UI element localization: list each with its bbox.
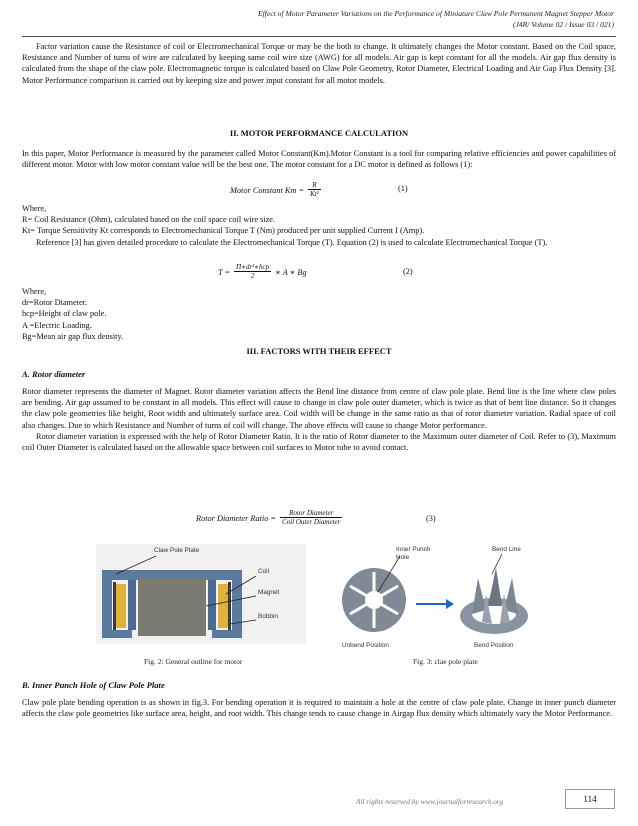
figure-2-caption: Fig. 2: General outline for motor (144, 657, 243, 666)
header-journal: (J4R/ Volume 02 / Issue 03 / 021) (512, 20, 614, 29)
subsection-a-heading: A. Rotor diameter (22, 369, 86, 379)
header-rule (22, 36, 616, 37)
label-magnet: Magnet (258, 589, 280, 596)
equation-3-number: (3) (426, 514, 436, 523)
equation-1-number: (1) (398, 184, 408, 193)
label-coil: Coil (258, 568, 270, 575)
section3-paragraph-a: Rotor diameter represents the diameter of Magnet. Rotor diameter variation affects the Bend line distance from centre of claw pole plate. Bend line is the line where claw poles are bending. Air gap assumed to be constant in all models. This effect will cause to change in claw pole outer diameter, which is twice as that of bent line distance. So it changes the claw pole geometries like height, Root width and ultimately surface area. Coil width will be change in the same ratio as that of rotor diameter variation. Radial space of coil also changes. Due to which Resistance and Number of turns of coil will change. The above effects will cause to change Motor performance. Rotor diameter variation is expressed with the help of Rotor Diameter Ratio. It is the ratio of Rotor diameter to the Maximum outer diameter of Coil. Refer to (3), Maximum coil Outer Diameter is calculated based on the allowable space between coil surfaces to Motor tube to avoid contact. (22, 387, 616, 453)
figure-2-motor-outline (96, 544, 306, 644)
footer-rights: All rights reserved by www.journalforresearch.org (356, 797, 504, 806)
section2-definitions-2: Where, dr=Rotor Diameter. hcp=Height of claw pole. A =Electric Loading. Bg=Mean air gap flux density. (22, 287, 124, 341)
equation-2: T = $\frac{\text{Π∗dr²∗hcp}}{2}$ ∗ A ∗ Bg (218, 262, 307, 280)
intro-paragraph: Factor variation cause the Resistance of coil or Electromechanical Torque or may be the both to change. It ultimately changes the Motor constant. Based on the Coil space, Resistance and Number of turns of wire are calculated by keeping same coil wire size (AWG) for all models. Air gap is kept constant for all the models. Air gap flux density is calculated from the shape of the claw pole. Electromagnetic torque is calculated based on Claw Pole Geometry, Rotor Diameter, Electrical Loading and Air Gap Flux Density [3]. Motor Performance comparison is carried out by keeping size and power input constant for all motor models. (22, 42, 616, 85)
label-unbend-position: Unbend Position (342, 642, 389, 649)
label-bend-line: Bend Line (492, 546, 521, 553)
section-heading-2: II. MOTOR PERFORMANCE CALCULATION (229, 128, 409, 138)
section-b-paragraph: Claw pole plate bending operation is as shown in fig.3. For bending operation it is required to maintain a hole at the centre of claw pole plate. Change in inner punch diameter affects the claw pole geometries like surface area, height, and root width. This change tends to cause change in Airgap flux density which ultimately vary the Motor Performance. (22, 698, 616, 719)
label-claw-pole-plate: Claw Pole Plate (154, 547, 200, 554)
label-inner-punch-hole: Inner Punch Hole (396, 546, 431, 561)
page-number: 114 (565, 789, 615, 809)
label-bend-position: Bend Position (474, 642, 514, 649)
section-heading-3: III. FACTORS WITH THEIR EFFECT (246, 346, 392, 356)
figure-3-caption: Fig. 3: clae pole plate (413, 657, 478, 666)
figure-3-claw-pole-plate (334, 544, 544, 654)
running-header (258, 8, 614, 30)
label-bobbin: Bobbin (258, 613, 278, 620)
subsection-b-heading: B. Inner Punch Hole of Claw Pole Plate (22, 680, 165, 690)
section2-paragraph-1: In this paper, Motor Performance is measured by the parameter called Motor Constant(Km).Motor Constant is a tool for comparing relative efficiencies and power capabilities of different motor. Motor with low motor constant value will be the best one. The motor constant for a DC motor is defined as follows (1): (22, 149, 616, 170)
header-title: Effect of Motor Parameter Variations on the Performance of Miniature Claw Pole Permanent Magnet Stepper Motor (258, 9, 614, 18)
equation-1: Motor Constant Km = $\frac{R}{\text{Kt²}}$ (230, 180, 319, 198)
equation-3: Rotor Diameter Ratio = $\frac{\text{Rotor Diameter}}{\text{Coil Outer Diameter}}$ (196, 508, 341, 526)
section2-definitions-1: Where, R= Coil Resistance (Ohm), calculated based on the coil space coil wire size. Kt= Torque Sensitivity Kt corresponds to Electromechanical Torque T (Nm) produced per unit supplied Current I (Amp). Reference [3] has given detailed procedure to calculate the Electromechanical Torque (T). Equation (2) is used to calculate Electromechanical Torque (T). (22, 204, 548, 247)
equation-2-number: (2) (403, 267, 413, 276)
